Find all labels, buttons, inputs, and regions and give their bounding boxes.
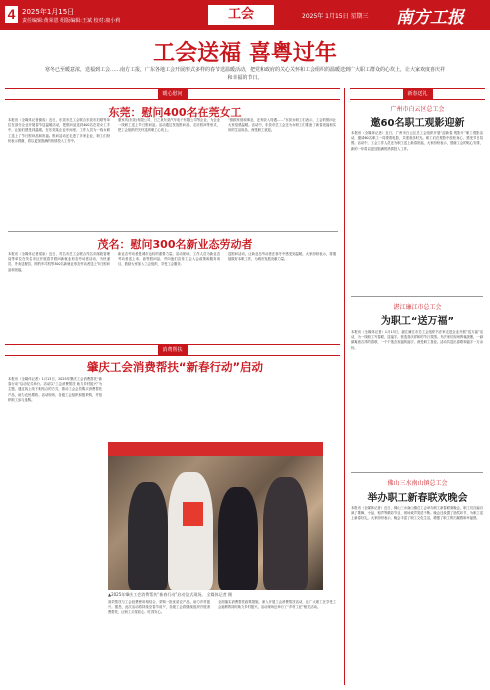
section-tag-warm bbox=[5, 88, 340, 100]
article-body-maoming-3: 送慰问活动，让新业态劳动者在寒冬中感受到温暖。大家纷纷表示，将继续做好本职工作，为城市发展贡献力量。 bbox=[228, 252, 336, 262]
article-body-dongguan-3: “照顾家庭和事业，还有收入待遇……”东莞女职工们表示，工会的慰问让大家倍感温暖。活动中，东莞市总工会还为女职工们准备了新春祝福和实用的生活用品，深受职工欢迎。 bbox=[228, 118, 336, 133]
page-date: 2025年1月15日 bbox=[22, 8, 75, 16]
section-tag-warm-label: 暖心慰问 bbox=[157, 89, 187, 99]
article-title-baiyun: 邀60名职工观影迎新 bbox=[370, 118, 465, 129]
article-title-zhanjiang: 为职工“送万福” bbox=[380, 316, 455, 327]
divider bbox=[351, 296, 483, 297]
section-label: 工会 bbox=[208, 5, 274, 25]
article-body-zhaoqing-1: 本报讯（全媒体记者）1月13日，2025年肇庆工会消费帮扶“新春行动”启动仪式举行。活动以“工会消费帮扶 助力乡村振兴”为主题，通过线上线下相结合的方式，推动工会会员购买消费帮扶产品，助力农民增收。活动现场，各级工会组织积极采购，并组织职工参与选购。 bbox=[8, 377, 102, 402]
article-body-maoming-1: 本报讯（全媒体记者梁泉）近日，茂名市总工会联合茂名市邮政管理局等单位在茂名市区开展春节慰问新就业形态劳动者活动，为快递员、外卖送餐员、网约车司机等300名新就业形态劳动者送上节日慰问品和祝福。 bbox=[8, 252, 110, 272]
page-title: 工会送福 喜粤过年 bbox=[153, 40, 337, 66]
divider bbox=[351, 472, 483, 473]
article-title-dongguan: 东莞：慰问400名在莞女工 bbox=[108, 106, 242, 119]
article-body-dongguan-1: 本报讯（全媒体记者谢成）近日，东莞市总工会联合东莞市妇联等单位在部分企业开展春节送温暖活动，把慰问品送到400名在莞女工手中，让她们感受到温暖。在东莞某企业车间里，工作人员为一线女职工送上了节日慰问品和祝福。慰问活动还走进了多家企业，职工们纷纷表示感谢，将以更加饱满的热情投入工作中。 bbox=[8, 118, 110, 143]
article-body-sanshui: 本报讯（全媒体记者）近日，佛山三水南山镇总工会举办职工新春联欢晚会，职工们自编自演了歌舞、小品、相声等精彩节目，现场欢声笑语不断。晚会还设置了抽奖环节，为职工送上新春好礼。大家纷纷表示，晚会丰富了职工文化生活，增强了职工的归属感和幸福感。 bbox=[351, 506, 483, 521]
divider bbox=[8, 231, 338, 232]
publish-date: 2025年 1月15日 星期三 bbox=[302, 13, 369, 20]
page-lead: 寒冬已至暖意浓，送福到工会……南方工报，广东各地工会开展形式多样的春节送温暖活动，把党和政府的关心关怀和工会组织的温暖送到广大职工群众的心坎上，让大家欢度喜庆祥和幸福的节日。 bbox=[45, 67, 446, 81]
editors-line: 责任编辑:黄荣恩 组版编辑:王斌 校对:康小莉 bbox=[22, 18, 121, 24]
section-tag-newyear bbox=[350, 88, 485, 100]
section-tag-consume-label: 消费帮扶 bbox=[157, 345, 187, 355]
article-body-dongguan-2: 康家具(东莞)有限公司、日之泉东莞汽车电子有限公司等企业，为企业一线职工送上节日慰问品。活动通过发放慰问品、走访慰问等形式，把工会组织的关怀送到职工心坎上。 bbox=[118, 118, 220, 133]
article-title-maoming: 茂名：慰问300名新业态劳动者 bbox=[97, 238, 253, 251]
section-tag-newyear-label: 新春送礼 bbox=[402, 89, 432, 99]
news-photo bbox=[108, 442, 323, 590]
page-number: 4 bbox=[5, 6, 18, 23]
article-body-zhanjiang: 本报讯（全媒体记者）1月13日，湛江廉江市总工会组织书法家走进企业开展“送万福”活动，为一线职工写春联、送福字，营造喜庆祥和的节日氛围。书法家们现场挥毫泼墨，一副副寓意吉祥的春联、一个个饱含祝福的福字，深受职工喜爱。活动共送出春联和福字一万余份。 bbox=[351, 330, 483, 350]
article-body-baiyun: 本报讯（全媒体记者）近日，广州市白云区总工会组织开展“迎新春 观影片”职工观影活动，邀请60名职工一同观看电影，共度欢乐时光。职工们在观影中放松身心，感受节日氛围。活动中，工会工作人员还为职工送上新春祝福，大家纷纷表示，感谢工会的贴心安排，新的一年将以更加饱满的热情投入工作。 bbox=[351, 131, 483, 151]
article-heading-zhanjiang-org: 湛江廉江市总工会 bbox=[393, 304, 442, 311]
article-title-sanshui: 举办职工新春联欢晚会 bbox=[367, 493, 468, 504]
column-divider bbox=[344, 88, 345, 685]
section-tag-consume bbox=[5, 344, 340, 356]
article-title-zhaoqing: 肇庆工会消费帮扶“新春行动”启动 bbox=[86, 360, 264, 374]
article-heading-sanshui-org: 佛山三水南山镇总工会 bbox=[387, 480, 448, 487]
photo-caption: ▲2025年肇庆工会消费帮扶“新春行动”启动仪式现场。 全媒体记者 摄 bbox=[108, 592, 232, 597]
newspaper-logo: 南方工报 bbox=[396, 8, 464, 28]
article-heading-baiyun-org: 广州市白云区总工会 bbox=[390, 106, 445, 113]
article-body-maoming-2: 新业态劳动者是城市运转的重要力量。活动现场，工作人员为新业态劳动者送上米、油等慰问品，并向他们宣传工会入会政策和服务项目，鼓励大家加入工会组织，享受工会服务。 bbox=[118, 252, 220, 267]
article-body-zhaoqing-3: 全面落实消费帮扶政策措施，深入开展工会消费帮扶活动，让广大职工在享受工会福利的同时助力乡村振兴。活动现场还举行了“乡村工匠”相关活动。 bbox=[218, 600, 336, 610]
article-body-zhaoqing-2: 高效帮扶与工会经费使用相结合，采购一批优质农产品，助力乡村振兴。据悉，此次活动将持续至春节前夕，各级工会将继续组织开展消费帮扶，让职工买得放心、吃得安心。 bbox=[108, 600, 210, 615]
